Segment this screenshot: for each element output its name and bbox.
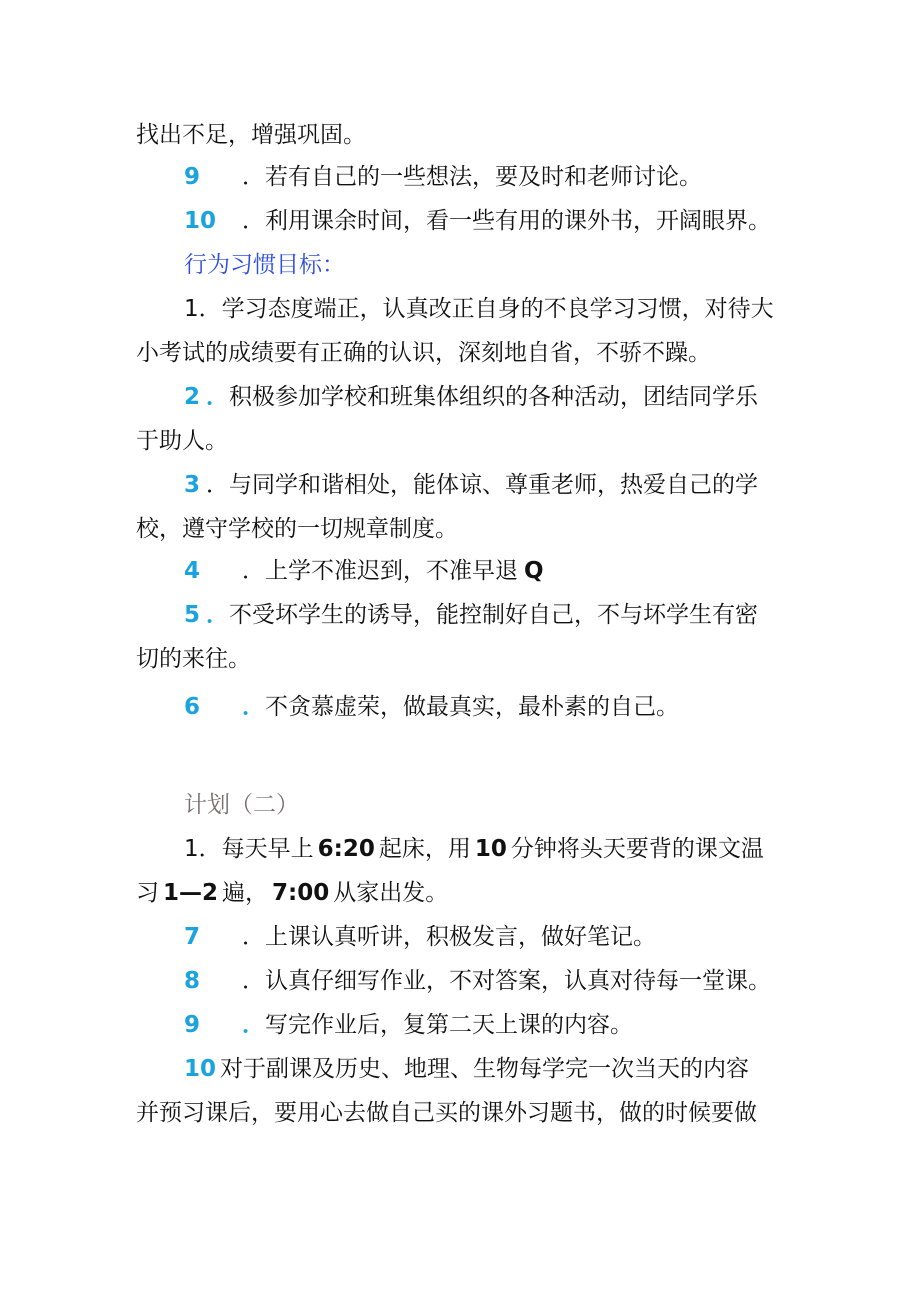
item-number: 10 <box>184 208 217 234</box>
time-depart: 7:00 <box>272 880 330 906</box>
list-item-3 <box>184 465 758 505</box>
item-tail: Q <box>524 558 544 584</box>
item-number: 10 <box>184 1056 217 1082</box>
line-text: 习 <box>136 880 159 906</box>
line-text: 1．每天早上 <box>184 836 314 862</box>
list-item-8 <box>184 961 771 1001</box>
minutes-value: 10 <box>474 836 507 862</box>
item-number: 9 <box>184 1012 201 1038</box>
repeat-range: 1—2 <box>163 880 219 906</box>
item-number: 3 <box>184 472 201 498</box>
item-number: 4 <box>184 558 201 584</box>
item-text: ．若有自己的一些想法，要及时和老师讨论。 <box>242 164 702 190</box>
list-item-10 <box>184 201 771 241</box>
list-item-5 <box>184 595 758 635</box>
line-text: 1．学习态度端正，认真改正自身的不良学习习惯，对待大 <box>184 296 774 322</box>
list-item-4 <box>184 551 544 591</box>
item-text: ．与同学和谐相处，能体谅、尊重老师，热爱自己的学 <box>206 472 758 498</box>
item-text: 写完作业后，复第二天上课的内容。 <box>265 1012 633 1038</box>
item-text: 积极参加学校和班集体组织的各种活动，团结同学乐 <box>229 384 758 410</box>
text-line-13 <box>136 639 251 679</box>
text-line-1 <box>136 115 366 155</box>
line-text: 小考试的成绩要有正确的认识，深刻地自省，不骄不躁。 <box>136 340 711 366</box>
line-text: 分钟将头天要背的课文温 <box>510 836 764 862</box>
text-line-16 <box>184 829 764 869</box>
text-line-17 <box>136 873 448 913</box>
item-number: 2 <box>184 384 201 410</box>
text-line-10 <box>136 509 458 549</box>
item-text: ．认真仔细写作业，不对答案，认真对待每一堂课。 <box>242 968 771 994</box>
text-line-5 <box>184 289 774 329</box>
item-number: 7 <box>184 924 201 950</box>
line-text: 从家出发。 <box>333 880 449 906</box>
heading-text: 计划（二） <box>184 792 299 818</box>
text-line-6 <box>136 333 711 373</box>
list-item-7 <box>184 917 656 957</box>
text-line-22 <box>136 1093 757 1133</box>
line-text: 校，遵守学校的一切规章制度。 <box>136 516 458 542</box>
item-number: 5 <box>184 602 201 628</box>
line-text: 起床，用 <box>378 836 471 862</box>
list-item-9b <box>184 1005 633 1045</box>
list-item-10b <box>184 1049 749 1089</box>
item-text: ．上学不准迟到，不准早退 <box>242 558 518 584</box>
item-number: 8 <box>184 968 201 994</box>
list-item-9 <box>184 157 702 197</box>
item-dot: ． <box>206 602 229 628</box>
section-heading-behavior-goals <box>184 245 345 285</box>
item-number: 6 <box>184 694 201 720</box>
list-item-6 <box>184 687 679 727</box>
line-text: 于助人。 <box>136 428 228 454</box>
item-text: 不贪慕虚荣，做最真实，最朴素的自己。 <box>265 694 679 720</box>
text-line-8 <box>136 421 228 461</box>
item-number: 9 <box>184 164 201 190</box>
line-text: 并预习课后，要用心去做自己买的课外习题书，做的时候要做 <box>136 1100 757 1126</box>
heading-text: 行为习惯目标： <box>184 252 345 278</box>
list-item-2 <box>184 377 758 417</box>
item-text: ．利用课余时间，看一些有用的课外书，开阔眼界。 <box>242 208 771 234</box>
item-dot: ． <box>242 1012 265 1038</box>
item-dot: ． <box>242 694 265 720</box>
time-wake: 6:20 <box>317 836 375 862</box>
line-text: 找出不足，增强巩固。 <box>136 122 366 148</box>
item-text: 对于副课及历史、地理、生物每学完一次当天的内容 <box>220 1056 750 1082</box>
item-dot: ． <box>206 384 229 410</box>
item-text: ．上课认真听讲，积极发言，做好笔记。 <box>242 924 656 950</box>
section-heading-plan-2 <box>184 785 299 825</box>
item-text: 不受坏学生的诱导，能控制好自己，不与坏学生有密 <box>229 602 758 628</box>
line-text: 遍， <box>222 880 269 906</box>
line-text: 切的来往。 <box>136 646 251 672</box>
